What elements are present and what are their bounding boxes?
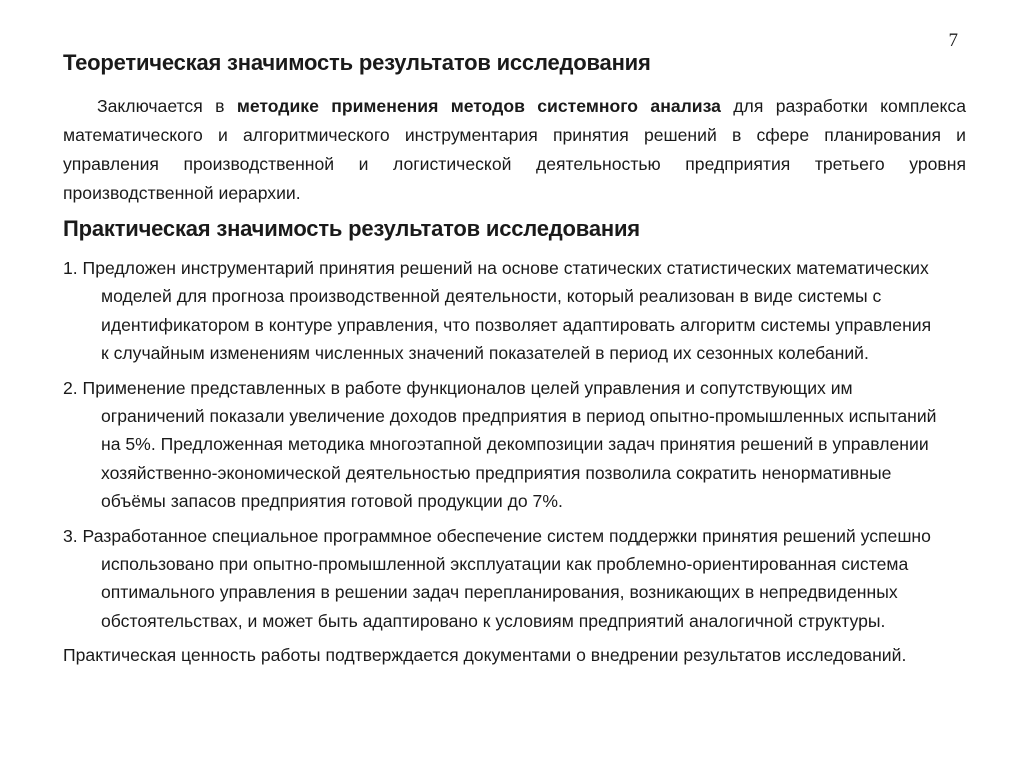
page-number: 7 <box>948 30 958 51</box>
theory-heading: Теоретическая значимость результатов исследования <box>63 50 651 75</box>
theory-text-before: Заключается в <box>97 96 237 116</box>
practice-list <box>63 254 943 670</box>
theory-text-bold: методике применения методов системного анализа <box>236 96 721 116</box>
practice-item-3: 3. Разработанное специальное программное обеспечение систем поддержки принятия решений успешно использовано при опытно-промышленной эксплуатации как проблемно-ориентированная система оптимального управления в решении задач перепланирования, возникающих в непредвиденных обстоятельствах, и может быть адаптировано к условиям предприятий аналогичной структуры. <box>63 525 931 631</box>
theory-paragraph <box>63 92 966 208</box>
theory-text-after: для разработки комплекса математического и алгоритмического инструментария принятия решений в сфере планирования и управления производственной и логистической деятельностью предприятия третьего уровня производственной иерархии. <box>63 96 966 203</box>
practice-conclusion: Практическая ценность работы подтверждается документами о внедрении результатов исследований. <box>63 645 907 666</box>
practice-heading: Практическая значимость результатов исследования <box>63 216 640 241</box>
practice-item-1: 1. Предложен инструментарий принятия решений на основе статических статистических математических моделей для прогноза производственной деятельности, который реализован в виде системы с идентификатором в контуре управления, что позволяет адаптировать алгоритм системы управления к случайным изменениям численных значений показателей в период их сезонных колебаний. <box>63 258 932 364</box>
practice-item-2: 2. Применение представленных в работе функционалов целей управления и сопутствующих им ограничений показали увеличение доходов предприятия в период опытно-промышленных испытаний на 5%. Предложенная методика многоэтапной декомпозиции задач принятия решений в управлении хозяйственно-экономической деятельностью предприятия позволила сократить ненормативные объёмы запасов предприятия готовой продукции до 7%. <box>63 377 937 512</box>
